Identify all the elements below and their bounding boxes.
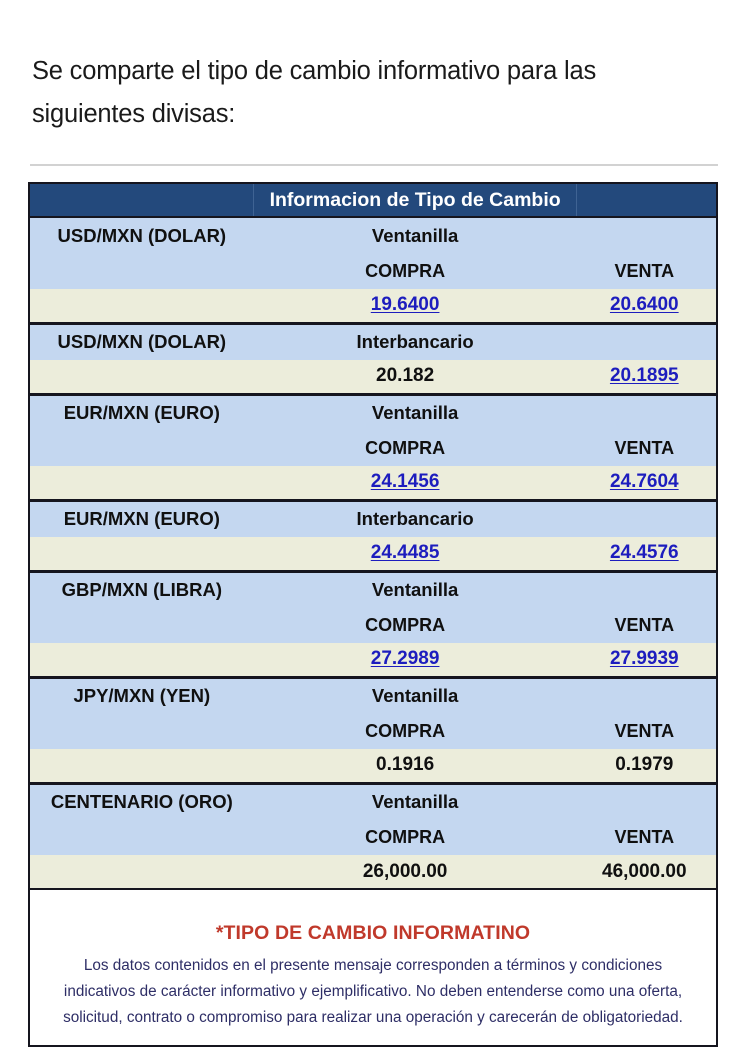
table-subheader-row: [29, 431, 717, 466]
header-spacer-left: [29, 183, 254, 217]
table-subheader-row: [29, 254, 717, 289]
table-header-row: [29, 183, 717, 217]
column-header-compra: COMPRA: [254, 431, 577, 466]
buy-rate-value: 20.182: [254, 360, 577, 394]
row-spacer: [29, 855, 254, 889]
table-row: [29, 360, 717, 394]
table-row: [29, 855, 717, 889]
buy-rate-value: 0.1916: [254, 749, 577, 783]
table-row: [29, 500, 717, 537]
row-spacer: [29, 431, 254, 466]
currency-pair-label: EUR/MXN (EURO): [29, 500, 254, 537]
market-type-label: Ventanilla: [254, 217, 577, 254]
disclaimer-title: *TIPO DE CAMBIO INFORMATINO: [215, 922, 531, 944]
currency-pair-label: EUR/MXN (EURO): [29, 394, 254, 431]
column-header-compra: COMPRA: [254, 714, 577, 749]
table-row: [29, 537, 717, 571]
row-spacer: [29, 714, 254, 749]
table-row: [29, 749, 717, 783]
table-row: [29, 394, 717, 431]
intro-paragraph: Se comparte el tipo de cambio informativo para las siguientes divisas:: [32, 57, 597, 128]
column-header-venta: VENTA: [577, 254, 717, 289]
row-spacer: [577, 323, 717, 360]
row-spacer: [577, 571, 717, 608]
currency-pair-label: JPY/MXN (YEN): [29, 677, 254, 714]
table-subheader-row: [29, 820, 717, 855]
row-spacer: [29, 254, 254, 289]
sell-rate-value: 0.1979: [577, 749, 717, 783]
row-spacer: [29, 820, 254, 855]
column-header-compra: COMPRA: [254, 254, 577, 289]
row-spacer: [577, 394, 717, 431]
row-spacer: [29, 608, 254, 643]
table-header-title: Informacion de Tipo de Cambio: [254, 183, 577, 217]
currency-pair-label: GBP/MXN (LIBRA): [29, 571, 254, 608]
table-row: [29, 677, 717, 714]
disclaimer-body: Los datos contenidos en el presente mensaje corresponden a términos y condiciones indicativos de carácter informativo y ejemplificativo. No deben entenderse como una oferta, solicitud, contrato o compromiso para realizar una operación y carecerán de obligatoriedad.: [63, 957, 683, 1026]
table-row: [29, 571, 717, 608]
column-header-venta: VENTA: [577, 608, 717, 643]
market-type-label: Ventanilla: [254, 677, 577, 714]
table-subheader-row: [29, 608, 717, 643]
buy-rate-value[interactable]: 27.2989: [254, 643, 577, 677]
row-spacer: [29, 537, 254, 571]
sell-rate-value[interactable]: 24.4576: [577, 537, 717, 571]
column-header-compra: COMPRA: [254, 608, 577, 643]
market-type-label: Ventanilla: [254, 394, 577, 431]
row-spacer: [577, 783, 717, 820]
horizontal-divider: [30, 164, 718, 166]
sell-rate-value: 46,000.00: [577, 855, 717, 889]
row-spacer: [577, 500, 717, 537]
market-type-label: Interbancario: [254, 500, 577, 537]
row-spacer: [577, 217, 717, 254]
exchange-rate-table: [28, 182, 718, 1047]
row-spacer: [29, 360, 254, 394]
table-row: [29, 289, 717, 323]
market-type-label: Ventanilla: [254, 783, 577, 820]
sell-rate-value[interactable]: 20.1895: [577, 360, 717, 394]
buy-rate-value[interactable]: 19.6400: [254, 289, 577, 323]
row-spacer: [29, 466, 254, 500]
row-spacer: [577, 677, 717, 714]
disclaimer-row: [29, 889, 717, 1046]
sell-rate-value[interactable]: 24.7604: [577, 466, 717, 500]
column-header-venta: VENTA: [577, 714, 717, 749]
buy-rate-value: 26,000.00: [254, 855, 577, 889]
market-type-label: Ventanilla: [254, 571, 577, 608]
market-type-label: Interbancario: [254, 323, 577, 360]
column-header-compra: COMPRA: [254, 820, 577, 855]
header-spacer-right: [577, 183, 717, 217]
table-row: [29, 643, 717, 677]
table-subheader-row: [29, 714, 717, 749]
currency-pair-label: USD/MXN (DOLAR): [29, 323, 254, 360]
sell-rate-value[interactable]: 27.9939: [577, 643, 717, 677]
row-spacer: [29, 749, 254, 783]
row-spacer: [29, 643, 254, 677]
table-row: [29, 323, 717, 360]
currency-pair-label: USD/MXN (DOLAR): [29, 217, 254, 254]
disclaimer-cell: [29, 889, 717, 1046]
currency-pair-label: CENTENARIO (ORO): [29, 783, 254, 820]
table-row: [29, 217, 717, 254]
column-header-venta: VENTA: [577, 820, 717, 855]
column-header-venta: VENTA: [577, 431, 717, 466]
buy-rate-value[interactable]: 24.4485: [254, 537, 577, 571]
table-row: [29, 466, 717, 500]
sell-rate-value[interactable]: 20.6400: [577, 289, 717, 323]
buy-rate-value[interactable]: 24.1456: [254, 466, 577, 500]
row-spacer: [29, 289, 254, 323]
table-row: [29, 783, 717, 820]
